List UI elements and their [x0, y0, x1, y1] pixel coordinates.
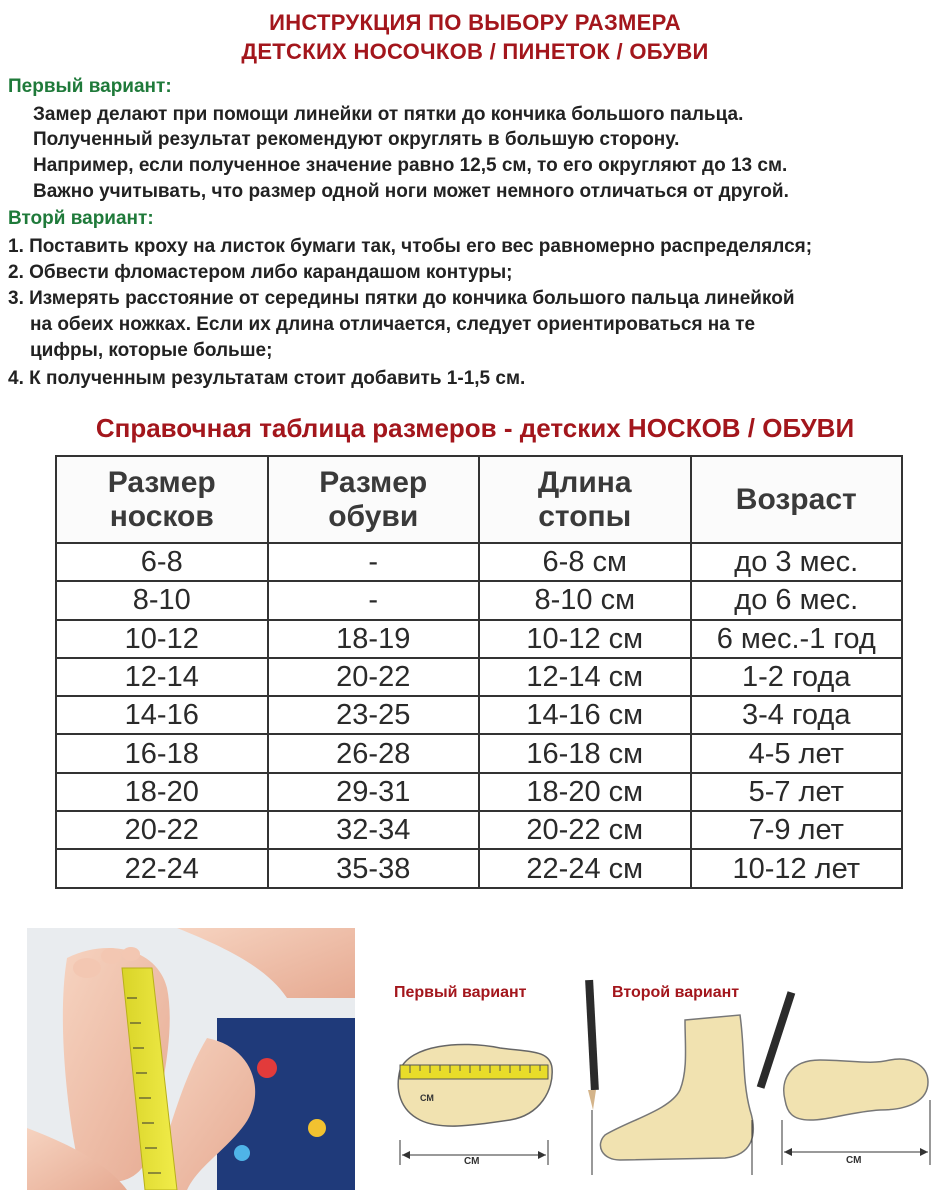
cell-sock-size: 8-10: [56, 581, 268, 619]
cell-age: 4-5 лет: [691, 734, 903, 772]
table-row: [56, 773, 902, 811]
variant2-step: цифры, которые больше;: [30, 340, 273, 361]
table-row: [56, 543, 902, 581]
cell-shoe-size: -: [268, 543, 480, 581]
foot-outline-with-pencil-icon: [585, 980, 795, 1175]
cell-foot-length: 10-12 см: [479, 620, 691, 658]
cell-shoe-size: 20-22: [268, 658, 480, 696]
table-row: [56, 620, 902, 658]
baby-foot-photo: [27, 928, 355, 1190]
table-header-row: [56, 456, 902, 543]
header-text: обуви: [328, 499, 419, 533]
first-unit-label: СМ: [464, 1156, 480, 1167]
cell-shoe-size: 29-31: [268, 773, 480, 811]
header-text: Возраст: [735, 482, 857, 516]
header-foot-length: [479, 456, 691, 543]
cell-age: 7-9 лет: [691, 811, 903, 849]
table-row: [56, 581, 902, 619]
table-row: [56, 849, 902, 887]
cell-sock-size: 20-22: [56, 811, 268, 849]
cell-sock-size: 18-20: [56, 773, 268, 811]
table-title: Справочная таблица размеров - детских НОСКОВ / ОБУВИ: [95, 413, 855, 443]
cell-sock-size: 22-24: [56, 849, 268, 887]
title-line-2: ДЕТСКИХ НОСОЧКОВ / ПИНЕТОК / ОБУВИ: [241, 39, 709, 64]
variant1-line: Замер делают при помощи линейки от пятки до кончика большого пальца.: [33, 104, 744, 125]
table-row: [56, 734, 902, 772]
header-age: [691, 456, 903, 543]
cell-foot-length: 8-10 см: [479, 581, 691, 619]
cell-age: 3-4 года: [691, 696, 903, 734]
size-table: [55, 455, 903, 889]
header-text: носков: [109, 499, 214, 533]
cell-sock-size: 16-18: [56, 734, 268, 772]
cell-sock-size: 12-14: [56, 658, 268, 696]
cell-shoe-size: 26-28: [268, 734, 480, 772]
header-text: Длина: [537, 465, 632, 499]
cell-shoe-size: 23-25: [268, 696, 480, 734]
header-sock-size: [56, 456, 268, 543]
table-row: [56, 696, 902, 734]
header-text: Размер: [107, 465, 216, 499]
table-row: [56, 811, 902, 849]
variant2-step: 2. Обвести фломастером либо карандашом контуры;: [8, 262, 513, 283]
foot-with-ruler-icon: [398, 1044, 552, 1165]
cell-foot-length: 14-16 см: [479, 696, 691, 734]
header-text: стопы: [538, 499, 632, 533]
cell-age: 5-7 лет: [691, 773, 903, 811]
variant1-heading: Первый вариант:: [8, 76, 172, 97]
variant2-step: 3. Измерять расстояние от середины пятки до кончика большого пальца линейкой: [8, 288, 795, 309]
cell-foot-length: 12-14 см: [479, 658, 691, 696]
diagram-label-second: Второй вариант: [612, 984, 740, 1001]
measurement-diagram: [380, 960, 940, 1190]
variant2-heading: Вторй вариант:: [8, 208, 154, 229]
cell-foot-length: 20-22 см: [479, 811, 691, 849]
cell-sock-size: 10-12: [56, 620, 268, 658]
variant1-line: Полученный результат рекомендуют округлять в большую сторону.: [33, 129, 680, 150]
variant2-step: на обеих ножках. Если их длина отличается, следует ориентироваться на те: [30, 314, 756, 335]
cell-foot-length: 6-8 см: [479, 543, 691, 581]
cell-foot-length: 22-24 см: [479, 849, 691, 887]
cell-shoe-size: 18-19: [268, 620, 480, 658]
cell-sock-size: 6-8: [56, 543, 268, 581]
table-row: [56, 658, 902, 696]
cell-age: 1-2 года: [691, 658, 903, 696]
baby-foot-illustration: [27, 928, 355, 1190]
variant2-step: 4. К полученным результатам стоит добавить 1-1,5 см.: [8, 368, 526, 389]
header-text: Размер: [319, 465, 428, 499]
cell-age: 10-12 лет: [691, 849, 903, 887]
cell-foot-length: 16-18 см: [479, 734, 691, 772]
variant1-line: Важно учитывать, что размер одной ноги может немного отличаться от другой.: [33, 181, 789, 202]
header-shoe-size: [268, 456, 480, 543]
second-unit-label: СМ: [846, 1155, 862, 1166]
footprint-outline-icon: [782, 1059, 930, 1165]
diagram-label-first: Первый вариант: [394, 984, 527, 1001]
page-title: [0, 8, 950, 66]
title-line-1: ИНСТРУКЦИЯ ПО ВЫБОРУ РАЗМЕРА: [269, 10, 681, 35]
cell-age: до 6 мес.: [691, 581, 903, 619]
cell-age: 6 мес.-1 год: [691, 620, 903, 658]
cell-shoe-size: 32-34: [268, 811, 480, 849]
cell-age: до 3 мес.: [691, 543, 903, 581]
ruler-unit-label: СМ: [420, 1093, 434, 1103]
variant1-line: Например, если полученное значение равно 12,5 см, то его округляют до 13 см.: [33, 155, 788, 176]
cell-shoe-size: -: [268, 581, 480, 619]
variant2-step: 1. Поставить кроху на листок бумаги так, чтобы его вес равномерно распределялся;: [8, 236, 813, 257]
cell-sock-size: 14-16: [56, 696, 268, 734]
cell-foot-length: 18-20 см: [479, 773, 691, 811]
cell-shoe-size: 35-38: [268, 849, 480, 887]
